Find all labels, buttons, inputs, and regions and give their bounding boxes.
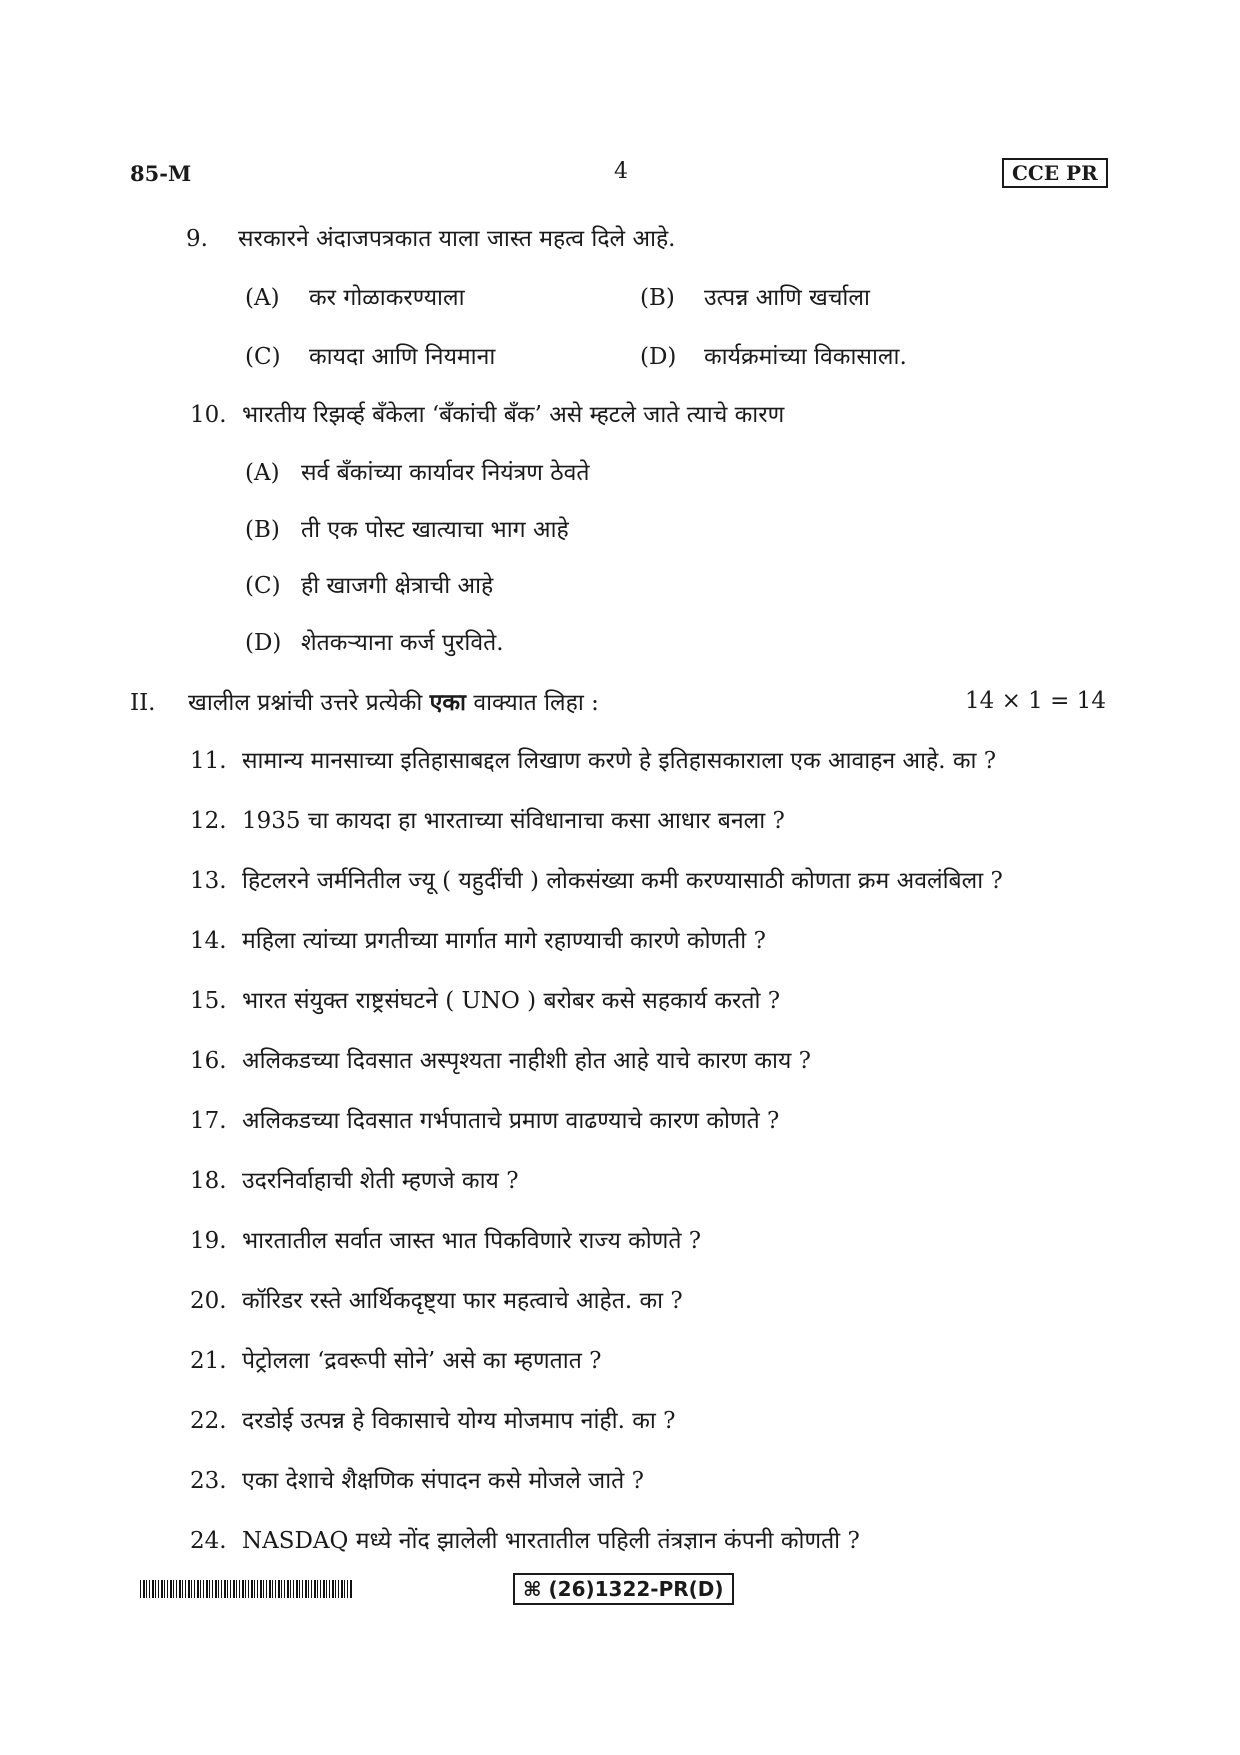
question-number: 14. [190,928,227,954]
question-number: 13. [190,868,227,894]
mcq-option [245,283,465,313]
question-number: 20. [190,1288,227,1314]
question-number: 24. [190,1528,227,1554]
option-text: कायदा आणि नियमाना [309,344,496,370]
question-text: कॉरिडर रस्ते आर्थिकदृष्ट्या फार महत्वाचे आहेत. का ? [242,1288,683,1314]
barcode-icon [140,1580,352,1598]
question-text: सरकारने अंदाजपत्रकात याला जास्त महत्व दिले आहे. [238,226,676,252]
question-text: भारतीय रिझर्व्ह बँकेला ‘बँकांची बँक’ असे म्हटले जाते त्याचे कारण [242,402,785,428]
question-number: 22. [190,1408,227,1434]
question-text: दरडोई उत्पन्न हे विकासाचे योग्य मोजमाप नांही. का ? [242,1408,676,1434]
list-item [190,986,780,1016]
question-number: 9. [186,226,208,252]
option-text: सर्व बँकांच्या कार्यावर नियंत्रण ठेवते [301,460,590,486]
question-number: 21. [190,1348,227,1374]
section-instruction-end: वाक्यात लिहा : [473,690,599,716]
list-item [190,1046,811,1076]
section-instruction-emphasis: एका [429,689,466,716]
list-item [190,746,996,776]
mcq-question [190,400,784,430]
mcq-option [640,283,870,313]
option-label: (C) [245,344,281,370]
question-number: 18. [190,1168,227,1194]
question-number: 11. [190,748,227,774]
header-code: 85-M [130,161,192,186]
mcq-option [245,515,569,545]
mcq-option [245,628,504,658]
question-text: सामान्य मानसाच्या इतिहासाबद्दल लिखाण करणे हे इतिहासकाराला एक आवाहन आहे. का ? [242,748,997,774]
option-label: (A) [245,460,280,486]
option-label: (B) [640,285,675,311]
mcq-question [186,224,676,254]
question-text: अलिकडच्या दिवसात गर्भपाताचे प्रमाण वाढण्याचे कारण कोणते ? [242,1108,780,1134]
option-label: (D) [640,344,677,370]
list-item [190,1406,675,1436]
option-text: कर गोळाकरण्याला [309,285,465,311]
section-marks: 14 × 1 = 14 [965,688,1106,714]
mcq-option [245,458,590,488]
question-number: 15. [190,988,227,1014]
section-number: II. [130,690,156,716]
list-item [190,866,1003,896]
question-number: 23. [190,1468,227,1494]
section-heading [130,688,599,718]
list-item [190,1346,601,1376]
page-number: 4 [614,159,628,184]
question-number: 10. [190,402,227,428]
question-number: 17. [190,1108,227,1134]
option-text: कार्यक्रमांच्या विकासाला. [704,344,907,370]
question-text: एका देशाचे शैक्षणिक संपादन कसे मोजले जाते ? [242,1468,644,1494]
question-number: 19. [190,1228,227,1254]
list-item [190,1106,779,1136]
list-item [190,1226,701,1256]
question-text: भारत संयुक्त राष्ट्रसंघटने ( UNO ) बरोबर कसे सहकार्य करतो ? [242,988,781,1014]
option-label: (A) [245,285,280,311]
mcq-option [245,571,493,601]
option-text: ही खाजगी क्षेत्राची आहे [301,573,494,599]
option-label: (D) [245,630,282,656]
question-text: 1935 चा कायदा हा भारताच्या संविधानाचा कसा आधार बनला ? [242,808,785,834]
option-label: (C) [245,573,281,599]
list-item [190,1286,683,1316]
paper-code: ⌘ (26)1322-PR(D) [513,1573,734,1605]
mcq-option [640,342,907,372]
question-text: पेट्रोलला ‘द्रवरूपी सोने’ असे का म्हणतात ? [242,1348,602,1374]
list-item [190,1466,644,1496]
list-item [190,1526,860,1556]
question-text: NASDAQ मध्ये नोंद झालेली भारतातील पहिली तंत्रज्ञान कंपनी कोणती ? [242,1528,860,1554]
list-item [190,1166,519,1196]
question-number: 16. [190,1048,227,1074]
option-label: (B) [245,517,280,543]
question-text: हिटलरने जर्मनितील ज्यू ( यहुदींची ) लोकसंख्या कमी करण्यासाठी कोणता क्रम अवलंबिला ? [242,868,1003,894]
option-text: उत्पन्न आणि खर्चाला [704,285,870,311]
question-text: महिला त्यांच्या प्रगतीच्या मार्गात मागे रहाण्याची कारणे कोणती ? [242,928,766,954]
option-text: ती एक पोस्ट खात्याचा भाग आहे [301,517,569,543]
question-number: 12. [190,808,227,834]
list-item [190,806,785,836]
section-instruction: खालील प्रश्नांची उत्तरे प्रत्येकी [188,690,423,716]
series-badge: CCE PR [1002,158,1108,188]
question-text: अलिकडच्या दिवसात अस्पृश्यता नाहीशी होत आहे याचे कारण काय ? [242,1048,811,1074]
question-text: उदरनिर्वाहाची शेती म्हणजे काय ? [242,1168,519,1194]
mcq-option [245,342,495,372]
option-text: शेतकऱ्याना कर्ज पुरविते. [301,630,504,656]
question-text: भारतातील सर्वात जास्त भात पिकविणारे राज्य कोणते ? [242,1228,702,1254]
list-item [190,926,766,956]
